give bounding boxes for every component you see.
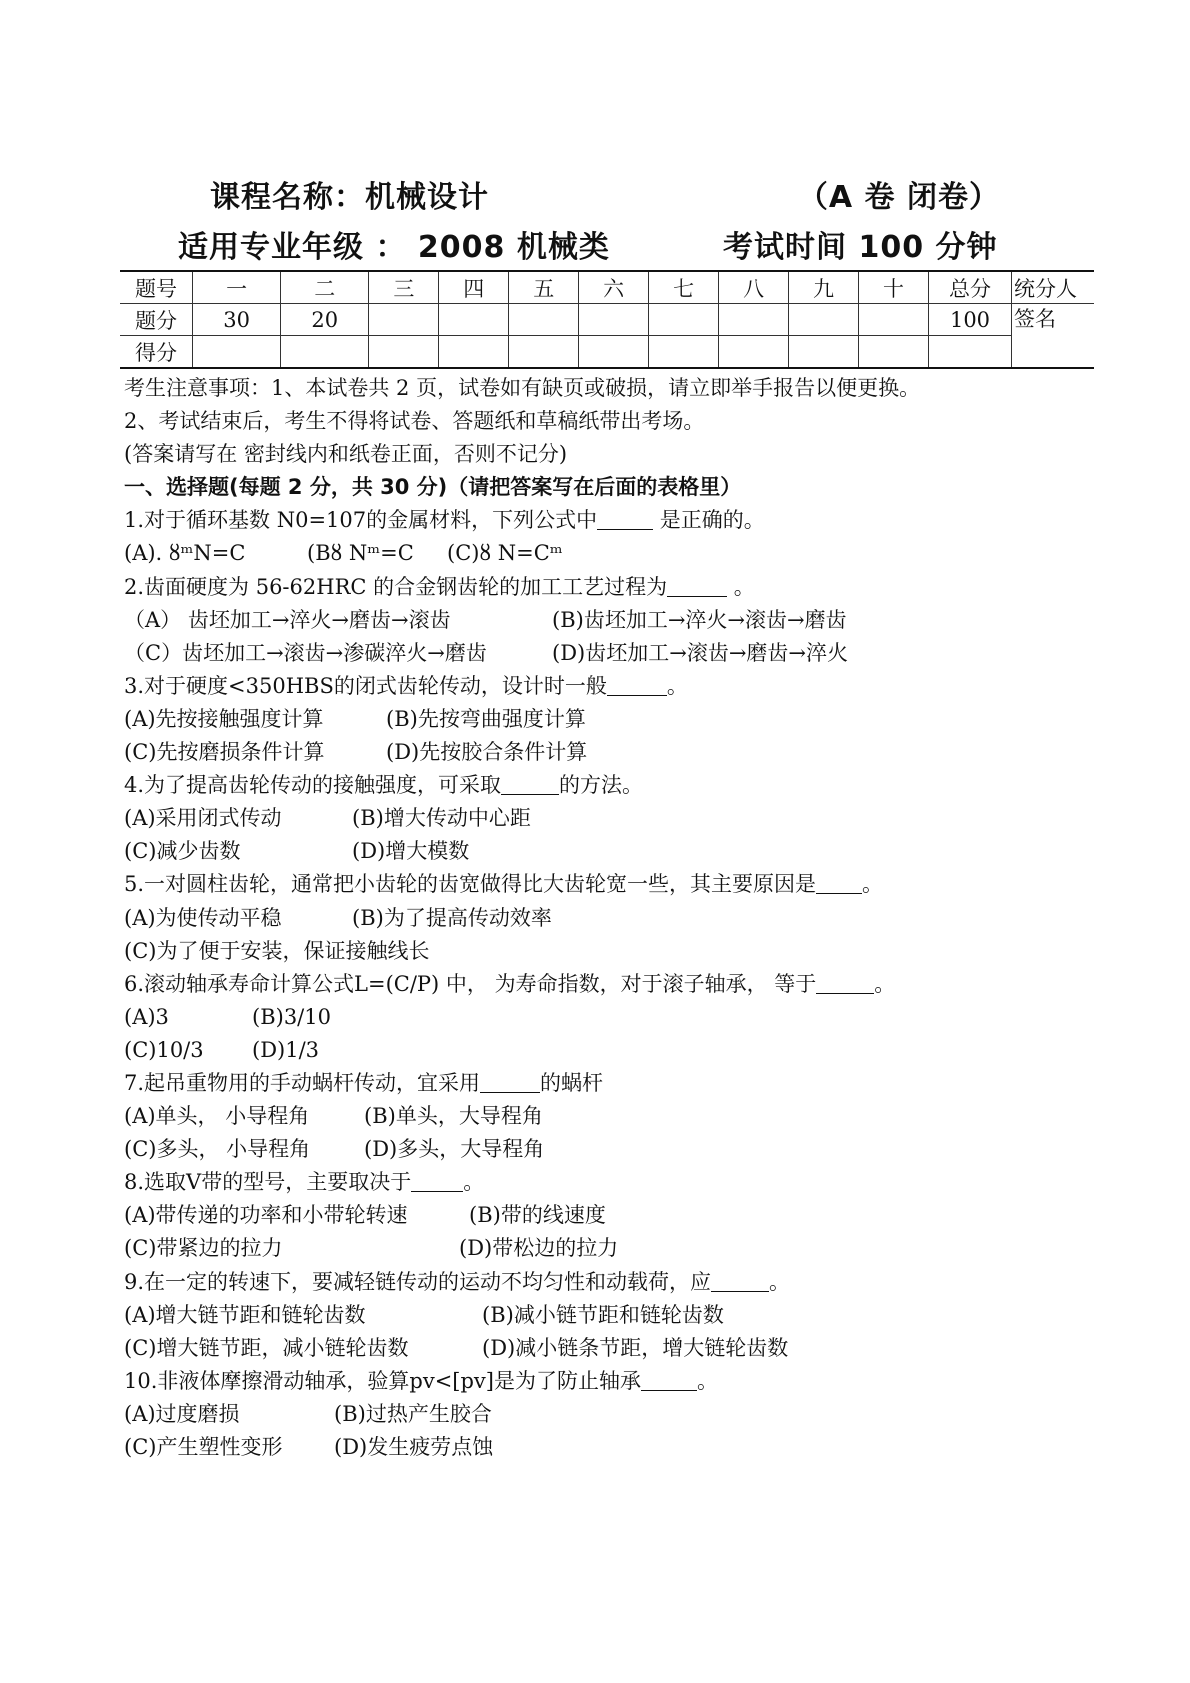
option-row xyxy=(124,736,1084,769)
option-row xyxy=(124,1431,1084,1464)
option: (A)采用闭式传动 xyxy=(124,806,282,831)
option: (D)发生疲劳点蚀 xyxy=(334,1435,494,1459)
question-stem xyxy=(124,1266,1084,1299)
cell[interactable] xyxy=(649,336,719,369)
question-stem xyxy=(124,504,1084,537)
cell: 二 xyxy=(281,271,369,304)
score-row-points xyxy=(120,304,1094,336)
option: (D)减小链条节距，增大链轮齿数 xyxy=(482,1335,789,1360)
cell[interactable] xyxy=(439,336,509,369)
question-stem xyxy=(124,968,1084,1001)
option: (A)增大链节距和链轮齿数 xyxy=(124,1302,366,1327)
question-stem xyxy=(124,670,1084,703)
answer-blank[interactable] xyxy=(607,675,667,696)
stem-text: 。 xyxy=(727,574,755,599)
cell: 十 xyxy=(859,271,929,304)
option: (D)1/3 xyxy=(252,1037,320,1062)
cell: 20 xyxy=(281,304,369,336)
option: (B)带的线速度 xyxy=(469,1203,606,1228)
major-grade: 适用专业年级 ： 2008 机械类 xyxy=(178,230,610,265)
exam-title-row xyxy=(210,172,1010,222)
option-row xyxy=(124,1100,1084,1133)
option-row xyxy=(124,1299,1084,1332)
exam-time: 考试时间 100 分钟 xyxy=(723,230,998,265)
option: (B)单头，大导程角 xyxy=(364,1104,543,1129)
cell[interactable] xyxy=(929,336,1012,369)
stem-text: 2.齿面硬度为 56-62HRC 的合金钢齿轮的加工工艺过程为 xyxy=(124,574,668,599)
stem-text: 。 xyxy=(697,1368,718,1393)
stem-text: 4.为了提高齿轮传动的接触强度，可采取 xyxy=(124,773,502,798)
option: (A)过度磨损 xyxy=(124,1401,240,1426)
option-row xyxy=(124,637,1084,670)
stem-text: 8.选取V带的型号，主要取决于 xyxy=(124,1170,412,1195)
cell: 七 xyxy=(649,271,719,304)
cell: 一 xyxy=(193,271,281,304)
stem-text: 。 xyxy=(463,1170,485,1195)
option: (D)齿坯加工→滚齿→磨齿→淬火 xyxy=(552,640,849,665)
cell[interactable] xyxy=(789,336,859,369)
option: (C)增大链节距，减小链轮齿数 xyxy=(124,1335,409,1360)
stem-text: 5.一对圆柱齿轮，通常把小齿轮的齿宽做得比大齿轮宽一些，其主要原因是 xyxy=(124,872,817,897)
answer-blank[interactable] xyxy=(641,1370,697,1391)
stem-text: 3.对于硬度<350HBS的闭式齿轮传动，设计时一般 xyxy=(124,673,607,698)
stem-text: 。 xyxy=(874,971,896,996)
option: (B)增大传动中心距 xyxy=(352,806,531,831)
option: (C)多头， 小导程角 xyxy=(124,1137,311,1162)
cell[interactable] xyxy=(193,336,281,369)
stem-text: 。 xyxy=(769,1269,791,1294)
answer-blank[interactable] xyxy=(597,509,653,530)
option: (D)带松边的拉力 xyxy=(459,1236,619,1261)
option: (B)先按弯曲强度计算 xyxy=(386,706,586,731)
stem-text: 1.对于循环基数 N0=107的金属材料，下列公式中 xyxy=(124,508,598,533)
option: (A)3 xyxy=(124,1004,169,1029)
cell xyxy=(789,304,859,336)
notice-line: 2、考试结束后，考生不得将试卷、答题纸和草稿纸带出考场。 xyxy=(124,409,705,434)
section-title: 一、选择题(每题 2 分，共 30 分)（请把答案写在后面的表格里） xyxy=(124,475,742,500)
option: (B)减小链节距和链轮齿数 xyxy=(482,1302,724,1327)
exam-subtitle-row xyxy=(178,222,1028,272)
paper-type: （A 卷 闭卷） xyxy=(797,180,1000,215)
cell: 四 xyxy=(439,271,509,304)
option-row xyxy=(124,1199,1084,1232)
answer-blank[interactable] xyxy=(501,774,559,795)
sign-cell xyxy=(1012,304,1095,369)
cell: 五 xyxy=(509,271,579,304)
option-row xyxy=(124,935,1084,968)
question-stem xyxy=(124,1166,1084,1199)
option: (B)3/10 xyxy=(252,1004,331,1029)
option: (B)齿坯加工→淬火→滚齿→磨齿 xyxy=(552,607,847,632)
option: (Bȣ Nᵐ=C xyxy=(307,541,414,566)
option-row xyxy=(124,703,1084,736)
cell: 题号 xyxy=(120,271,193,304)
answer-blank[interactable] xyxy=(816,873,862,894)
cell xyxy=(439,304,509,336)
stem-text: 7.起吊重物用的手动蜗杆传动，宜采用 xyxy=(124,1070,481,1095)
notice-line: 考生注意事项：1、本试卷共 2 页，试卷如有缺页或破损，请立即举手报告以便更换。 xyxy=(124,376,921,400)
stem-text: 。 xyxy=(666,673,688,698)
option: (D)增大模数 xyxy=(352,839,470,864)
question-stem xyxy=(124,571,1084,604)
option-row xyxy=(124,1133,1084,1166)
option: (C)ȣ N=Cᵐ xyxy=(447,541,563,566)
option-row xyxy=(124,537,1084,570)
stem-text: 9.在一定的转速下，要减轻链传动的运动不均匀性和动载荷，应 xyxy=(124,1269,712,1294)
cell[interactable] xyxy=(281,336,369,369)
answer-blank[interactable] xyxy=(411,1171,463,1192)
option: (C)为了便于安装，保证接触线长 xyxy=(124,938,430,963)
cell xyxy=(859,304,929,336)
option: (C)减少齿数 xyxy=(124,839,241,864)
option-row xyxy=(124,802,1084,835)
option: (C)10/3 xyxy=(124,1037,204,1062)
cell xyxy=(579,304,649,336)
option: （C）齿坯加工→滚齿→渗碳淬火→磨齿 xyxy=(124,640,487,665)
cell[interactable] xyxy=(859,336,929,369)
question-stem xyxy=(124,769,1084,802)
option-row xyxy=(124,835,1084,868)
option: (B)为了提高传动效率 xyxy=(352,905,552,930)
option: (D)先按胶合条件计算 xyxy=(386,740,588,765)
cell[interactable] xyxy=(579,336,649,369)
cell xyxy=(649,304,719,336)
option: (A)单头， 小导程角 xyxy=(124,1104,310,1129)
stem-text: 6.滚动轴承寿命计算公式L=(C/P) 中， 为寿命指数，对于滚子轴承， 等于 xyxy=(124,971,817,996)
option-row xyxy=(124,1332,1084,1365)
score-row-obtained xyxy=(120,336,1094,369)
cell[interactable] xyxy=(719,336,789,369)
cell: 总分 xyxy=(929,271,1012,304)
stem-text: 的方法。 xyxy=(559,773,644,798)
option: (C)先按磨损条件计算 xyxy=(124,740,325,765)
course-name: 课程名称：机械设计 xyxy=(210,180,489,215)
question-stem xyxy=(124,1365,1084,1398)
stem-text: 10.非液体摩擦滑动轴承，验算pv<[pv]是为了防止轴承 xyxy=(124,1368,641,1393)
option: (C)产生塑性变形 xyxy=(124,1435,283,1459)
option: (C)带紧边的拉力 xyxy=(124,1236,283,1261)
stem-text: 是正确的。 xyxy=(653,508,765,533)
question-stem xyxy=(124,1067,1084,1100)
cell[interactable] xyxy=(369,336,439,369)
exam-body xyxy=(124,372,1084,1464)
option: (D)多头，大导程角 xyxy=(364,1137,545,1162)
option-row xyxy=(124,902,1084,935)
score-row-question-no xyxy=(120,271,1094,304)
stem-text: 的蜗杆 xyxy=(540,1070,604,1095)
stem-text: 。 xyxy=(862,872,884,897)
cell xyxy=(509,304,579,336)
option: (B)过热产生胶合 xyxy=(334,1401,492,1426)
option: （A） 齿坯加工→淬火→磨齿→滚齿 xyxy=(124,607,451,632)
option-row xyxy=(124,604,1084,637)
cell: 30 xyxy=(193,304,281,336)
option: (A)为使传动平稳 xyxy=(124,905,282,930)
cell: 九 xyxy=(789,271,859,304)
option: (A)带传递的功率和小带轮转速 xyxy=(124,1203,408,1228)
option-row xyxy=(124,1001,1084,1034)
cell: 八 xyxy=(719,271,789,304)
answer-blank[interactable] xyxy=(480,1072,540,1093)
question-stem xyxy=(124,868,1084,901)
cell: 100 xyxy=(929,304,1012,336)
option: (A)先按接触强度计算 xyxy=(124,706,324,731)
cell: 六 xyxy=(579,271,649,304)
cell: 题分 xyxy=(120,304,193,336)
option-row xyxy=(124,1034,1084,1067)
answer-blank[interactable] xyxy=(667,576,727,597)
option-row xyxy=(124,1232,1084,1265)
score-table xyxy=(120,270,1094,369)
sign-label: 签名 xyxy=(1014,307,1056,331)
cell: 三 xyxy=(369,271,439,304)
cell xyxy=(719,304,789,336)
cell xyxy=(369,304,439,336)
signer-cell: 统分人 xyxy=(1012,271,1095,304)
option: (A). ȣᵐN=C xyxy=(124,541,246,566)
answer-blank[interactable] xyxy=(816,973,874,994)
cell[interactable] xyxy=(509,336,579,369)
answer-blank[interactable] xyxy=(711,1271,769,1292)
cell: 得分 xyxy=(120,336,193,369)
option-row xyxy=(124,1398,1084,1431)
notice-line: (答案请写在 密封线内和纸卷正面，否则不记分) xyxy=(124,442,568,467)
